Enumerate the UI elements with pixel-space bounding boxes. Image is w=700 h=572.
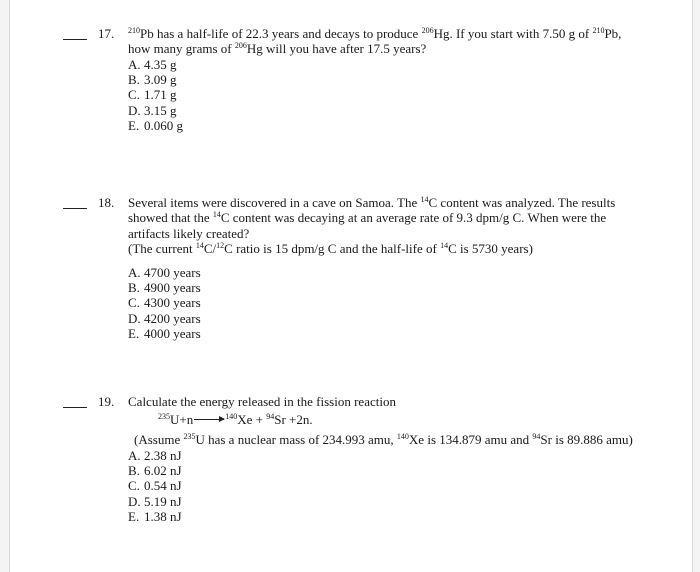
mass-number: 14 (420, 195, 429, 204)
question-stem-assumption (134, 432, 674, 447)
question-stem (128, 26, 668, 57)
stem-line: artifacts likely created? (128, 225, 250, 241)
answer-options (128, 448, 182, 524)
answer-option[interactable]: D. 5.19 nJ (128, 493, 182, 509)
mass-number: 94 (532, 432, 541, 441)
answer-option[interactable]: A. 4.35 g (128, 57, 177, 72)
question-stem (128, 394, 668, 409)
worksheet-page (9, 0, 693, 572)
answer-option[interactable]: E. 0.060 g (128, 117, 183, 133)
question-stem (128, 195, 668, 256)
answer-option[interactable]: C. 4300 years (128, 295, 201, 311)
answer-option[interactable]: E. 4000 years (128, 325, 201, 341)
answer-blank-19[interactable] (63, 407, 87, 408)
mass-number: 12 (216, 240, 225, 250)
mass-number: 235 (183, 432, 196, 441)
mass-number: 206 (421, 26, 434, 35)
question-number: 17. (98, 26, 115, 41)
answer-option[interactable]: B. 6.02 nJ (128, 463, 182, 479)
answer-blank-17[interactable] (63, 39, 87, 40)
mass-number: 14 (440, 240, 449, 250)
mass-number: 210 (128, 26, 140, 35)
question-number: 18. (98, 195, 115, 210)
fission-reaction-equation: $^{235}$U+n $^{140}$Xe + $^{94}$Sr +2n. (158, 412, 313, 427)
mass-number: 210 (592, 26, 605, 35)
answer-option[interactable]: A. 2.38 nJ (128, 448, 182, 463)
answer-option[interactable]: E. 1.38 nJ (128, 508, 182, 524)
mass-number: 206 (234, 41, 247, 51)
stem-line: Several items were discovered in a cave on Samoa. The $^{14}$C content was analyzed. The results (128, 195, 616, 210)
stem-line: showed that the $^{14}$C content was decaying at an average rate of 9.3 dpm/g C. When were the (128, 210, 607, 226)
mass-number: 140 (225, 412, 238, 421)
answer-option[interactable]: D. 3.15 g (128, 102, 177, 118)
reaction-arrow-icon (194, 419, 224, 420)
stem-line: how many grams of $^{206}$Hg will you have after 17.5 years? (128, 41, 427, 57)
stem-line: $^{210}$Pb has a half-life of 22.3 years and decays to produce $^{206}$Hg. If you start with 7.50 g of $^{210}$Pb, (128, 26, 622, 41)
answer-option[interactable]: B. 4900 years (128, 280, 201, 296)
answer-option[interactable]: C. 1.71 g (128, 87, 177, 103)
answer-options (128, 57, 183, 133)
stem-line: (The current $^{14}$C/$^{12}$C ratio is 15 dpm/g C and the half-life of $^{14}$C is 5730 years) (128, 240, 533, 256)
mass-number: 94 (266, 412, 275, 421)
mass-number: 140 (396, 432, 409, 441)
answer-options (128, 265, 201, 341)
question-number: 19. (98, 394, 115, 409)
mass-number: 14 (195, 240, 204, 250)
answer-option[interactable]: D. 4200 years (128, 310, 201, 326)
stem-line: Calculate the energy released in the fission reaction (128, 394, 396, 409)
answer-option[interactable]: B. 3.09 g (128, 72, 177, 88)
answer-blank-18[interactable] (63, 208, 87, 209)
answer-option[interactable]: A. 4700 years (128, 265, 201, 280)
mass-number: 14 (212, 210, 221, 220)
mass-number: 235 (158, 412, 170, 421)
answer-option[interactable]: C. 0.54 nJ (128, 478, 182, 494)
stem-line: (Assume $^{235}$U has a nuclear mass of 234.993 amu, $^{140}$Xe is 134.879 amu and $^{94}$Sr is 89.886 amu) (134, 432, 633, 447)
